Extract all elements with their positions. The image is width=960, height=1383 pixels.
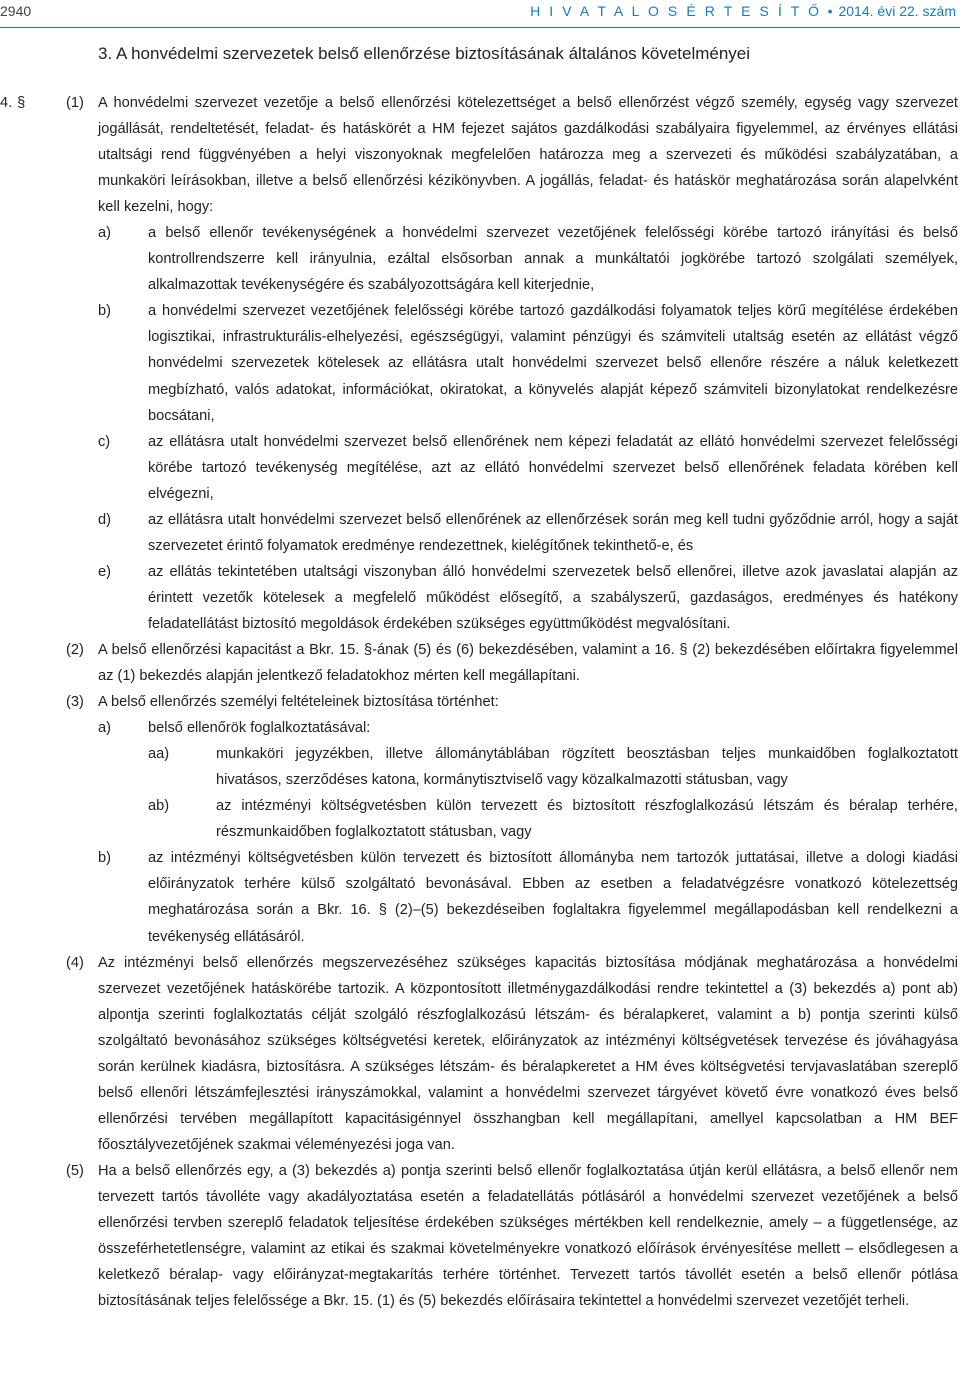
subsection-label: (5)	[66, 1162, 84, 1179]
subsection-label: (3)	[66, 694, 84, 711]
point-body: az intézményi költségvetésben külön tervezett és biztosított állományba nem tartozók juttatásai, illetve a dologi kiadási előirányzatok terhére külső szolgáltató bevonásával. Ebben az esetben a feladatvégzésre vonatkozó kötelezettség meghatározása során a Bkr. 16. § (2)–(5) bekezdéseiben foglaltakra figyelemmel megállapodásban kell rendelkezni a tevékenység ellátásáról.	[148, 850, 958, 945]
point	[98, 559, 958, 637]
point	[98, 845, 958, 949]
page-header	[0, 0, 960, 22]
subsection-body: A belső ellenőrzési kapacitást a Bkr. 15. §-ának (5) és (6) bekezdésében, valamint a 16. § (2) bekezdésében előírtakra figyelemmel az (1) bekezdés alapján jelentkező feladatokhoz mérten kell megállapítani.	[98, 641, 958, 685]
subsection-1	[0, 90, 958, 220]
point	[98, 429, 958, 507]
subsection-2	[66, 637, 958, 689]
point-label: a)	[98, 720, 111, 737]
subsection-label: (2)	[66, 641, 84, 658]
bullet-separator: •	[827, 3, 833, 19]
subsection-body: Ha a belső ellenőrzés egy, a (3) bekezdés a) pontja szerinti belső ellenőr foglalkoztatása útján kerül ellátásra, a belső ellenőr nem tervezett tartós távolléte vagy akadályoztatása esetén a feladatellátás pótlásáról a honvédelmi szervezet vezetőjének a belső ellenőrzési tervben szereplő feladatok teljesítése érdekében szükséges mértékben kell rendelkeznie, amely – a függetlensége, az összeférhetetlenségre, valamint az etikai és szakmai követelményekre vonatkozó előírások érvényesítése mellett – elsődlegesen a keletkező béralap- vagy előirányzat-megtakarítás terhére történhet. Tervezett tartós távollét esetén a belső ellenőr pótlása biztosításának teljes felelőssége a Bkr. 15. (1) és (5) bekezdés előírásaira tekintettel a honvédelmi szervezet vezetőjét terheli.	[98, 1162, 958, 1310]
point-body: a belső ellenőr tevékenységének a honvédelmi szervezet vezetőjének felelősségi körébe tartozó irányítási és belső kontrollrendszerre kell irányulnia, ezáltal elsősorban annak a munkáltatói jogkörébe tartozó szolgálati személyek, alkalmazottak tevékenységére és szabályozottságára kell kiterjednie,	[148, 225, 958, 294]
journal-header	[530, 0, 956, 22]
point	[98, 507, 958, 559]
subsection-label: (1)	[66, 95, 84, 111]
subpoint-body: az intézményi költségvetésben külön tervezett és biztosított részfoglalkozású létszám és béralap terhére, részmunkaidőben foglalkoztatott státusban, vagy	[216, 798, 958, 841]
subsection-text	[66, 90, 958, 220]
point-label: b)	[98, 303, 111, 320]
subpoint	[148, 793, 958, 845]
paragraph-number	[0, 90, 25, 116]
subpoint-label: aa)	[148, 746, 170, 763]
subsection-body: A honvédelmi szervezet vezetője a belső ellenőrzési kötelezettséget a belső ellenőrzést végző személy, egység vagy szervezet jogállását, rendeltetését, feladat- és hatáskörét a HM fejezet sajátos gazdálkodási szabályaira figyelemmel, az érvényes ellátási utaltsági rend függvényében a helyi viszonyoknak megfelelően határozza meg a szervezeti és működési szabályzatában, a munkaköri leírásokban, illetve a belső ellenőrzési kézikönyvben. A jogállás, feladat- és hatáskör meghatározása során alapelvként kell kezelni, hogy:	[98, 95, 958, 216]
journal-issue: 2014. évi 22. szám	[838, 3, 956, 19]
section-title: 3. A honvédelmi szervezetek belső ellenőrzése biztosításának általános követelményei	[98, 44, 751, 63]
point-label: c)	[98, 433, 111, 450]
point-label: d)	[98, 511, 111, 528]
point	[98, 715, 958, 741]
point-body: belső ellenőrök foglalkoztatásával:	[148, 720, 371, 737]
subsection-4	[66, 950, 958, 1158]
subpoint	[148, 741, 958, 793]
page-number: 2940	[0, 3, 32, 19]
point-body: az ellátásra utalt honvédelmi szervezet belső ellenőrének nem képezi feladatát az ellátó honvédelmi szervezet felelősségi körébe tartozó tevékenység megítélése, azt az ellátó honvédelmi szervezet belső ellenőrének feladata körében kell elvégezni,	[148, 433, 958, 502]
subsection-body: A belső ellenőrzés személyi feltételeinek biztosítása történhet:	[98, 694, 499, 711]
point-body: az ellátásra utalt honvédelmi szervezet belső ellenőrének az ellenőrzések során meg kell tudni győződnie arról, hogy a saját szervezetet érintő folyamatok eredménye rendezettnek, kielégítőnek tekinthető-e, és	[148, 511, 958, 554]
subsection-3	[66, 689, 958, 715]
subsection-5	[66, 1158, 958, 1314]
point-label: b)	[98, 850, 111, 867]
subpoint-label: ab)	[148, 798, 170, 815]
point	[98, 298, 958, 428]
point-label: e)	[98, 563, 111, 580]
subpoint-body: munkaköri jegyzékben, illetve állománytáblában rögzített beosztásban teljes munkaidőben foglalkoztatott hivatásos, szerződéses katona, kormánytisztviselő vagy közalkalmazotti státusban, vagy	[216, 746, 958, 789]
header-divider	[0, 27, 960, 28]
point	[98, 220, 958, 298]
journal-title: H I V A T A L O S É R T E S Í T Ő	[530, 3, 822, 19]
point-label: a)	[98, 225, 111, 242]
paragraph-number-value: 4.	[0, 95, 13, 111]
point-body: az ellátás tekintetében utaltsági viszonyban álló honvédelmi szervezetek belső ellenőrei, illetve azok javaslatai alapján az érintett vezetők kötelesek a megfelelő működést elősegítő, a szabályszerű, gazdaságos, eredményes és hatékony feladatellátást biztosító megoldások érdekében szükséges együttműködést megvalósítani.	[148, 563, 958, 632]
document-body	[0, 90, 958, 1314]
subsection-label: (4)	[66, 954, 84, 971]
paragraph-sign: §	[17, 95, 26, 111]
point-body: a honvédelmi szervezet vezetőjének felelősségi körébe tartozó gazdálkodási folyamatok teljes körű megítélése érdekében logisztikai, infrastrukturális-elhelyezési, egészségügyi, valamint pénzügyi és számviteli utaltság esetén az ellátást végző honvédelmi szervezetek kötelesek az ellátásra utalt honvédelmi szervezet belső ellenőre részére a náluk keletkezett megbízható, valós adatokat, információkat, okiratokat, a könyvelés alapját képező számviteli bizonylatokat rendelkezésre bocsátani,	[148, 303, 958, 424]
subsection-body: Az intézményi belső ellenőrzés megszervezéséhez szükséges kapacitás biztosítása módjának meghatározása a honvédelmi szervezet vezetőjének hatáskörébe tartozik. A központosított illetménygazdálkodási rendre tekintettel a (3) bekezdés a) pont ab) alpontja szerinti foglalkoztatás célját szolgáló részfoglalkozású létszám- és béralapkeret, valamint a b) pontja szerinti külső szolgáltató bevonásához szükséges költségvetési keretek, előirányzatok az intézményi költségvetések tervezése és jóváhagyása során kerülnek kiadásra, biztosításra. A szükséges létszám- és béralapkeretet a HM éves költségvetési tervjavaslatában szereplő belső ellenőri létszámfejlesztési irányszámokkal, valamint a honvédelmi szervezet tárgyévet követő évre vonatkozó éves belső ellenőrzési tervében megállapított kapacitásigénnyel összhangban kell megállapítani, amellyel kapcsolatban a HM BEF főosztályvezetőjének szakmai véleményezési joga van.	[98, 954, 958, 1153]
